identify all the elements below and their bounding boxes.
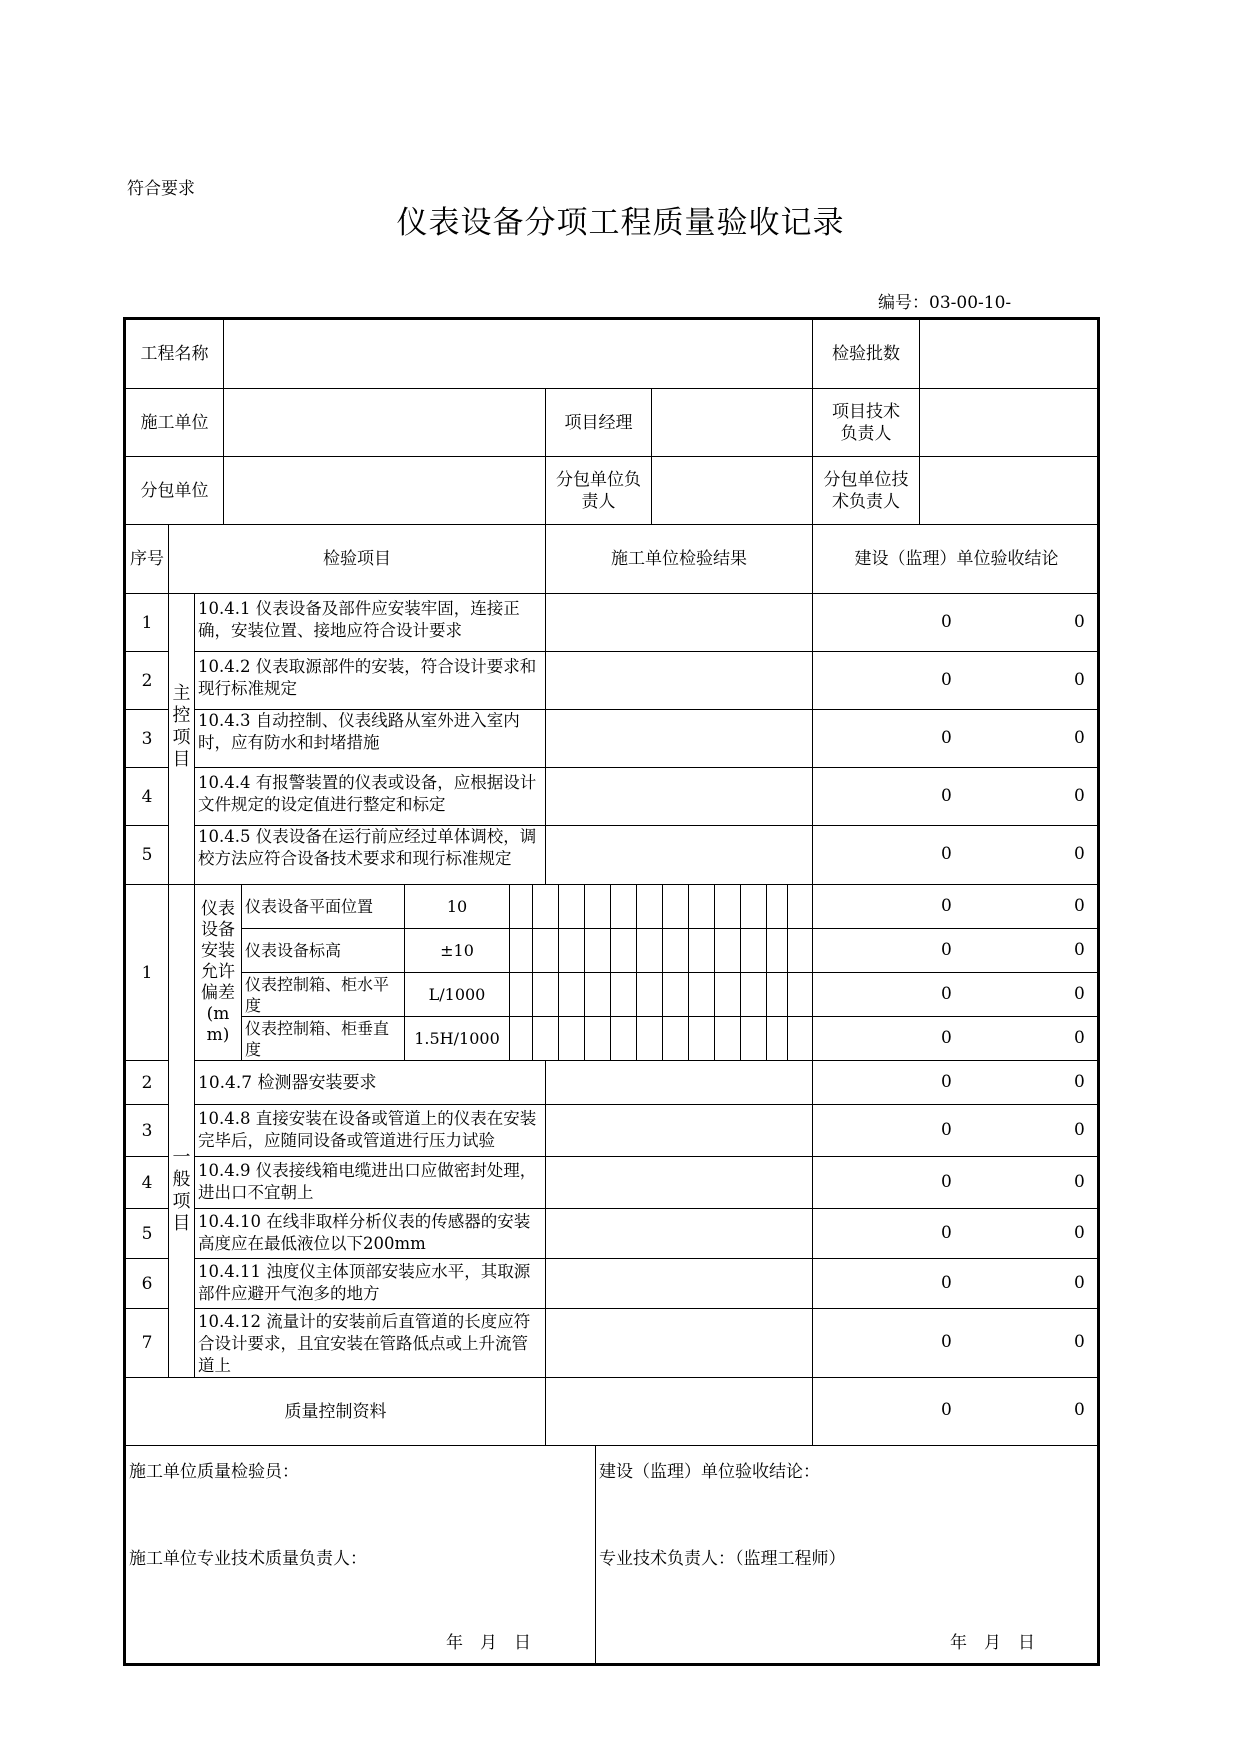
dev-row-4-name: 仪表控制箱、柜垂直度 (242, 1017, 405, 1061)
measure-cell[interactable] (689, 973, 715, 1017)
measure-cell[interactable] (510, 885, 533, 929)
gen-row-5-result[interactable] (546, 1209, 813, 1259)
gen-row-6-item: 10.4.11 浊度仪主体顶部安装应水平，其取源部件应避开气泡多的地方 (195, 1259, 546, 1309)
gen-row-4-conclusion: 0 0 (813, 1157, 1100, 1209)
footer-left-area[interactable] (126, 1446, 596, 1666)
measure-cell[interactable] (663, 973, 689, 1017)
measure-cell[interactable] (510, 1017, 533, 1061)
gen-row-5-no: 5 (126, 1209, 169, 1259)
project-manager-label: 项目经理 (546, 389, 652, 457)
measure-cell[interactable] (689, 929, 715, 973)
measure-cell[interactable] (788, 929, 813, 973)
measure-cell[interactable] (637, 973, 663, 1017)
gen-row-4-no: 4 (126, 1157, 169, 1209)
measure-cell[interactable] (767, 929, 788, 973)
measure-cell[interactable] (715, 973, 741, 1017)
dev-row-1-conclusion: 0 0 (813, 885, 1100, 929)
gen-row-7-conclusion: 0 0 (813, 1309, 1100, 1378)
gen-row-7-item: 10.4.12 流量计的安装前后直管道的长度应符合设计要求，且宜安装在管路低点或上升流管道上 (195, 1309, 546, 1378)
date-right: 年 月 日 (950, 1633, 1035, 1653)
mc-row-5-no: 5 (126, 826, 169, 885)
gen-row-5-conclusion: 0 0 (813, 1209, 1100, 1259)
gen-row-4-result[interactable] (546, 1157, 813, 1209)
measure-cell[interactable] (767, 885, 788, 929)
measure-cell[interactable] (663, 1017, 689, 1061)
measure-cell[interactable] (767, 973, 788, 1017)
gen-row-6-result[interactable] (546, 1259, 813, 1309)
dev-row-3-name: 仪表控制箱、柜水平度 (242, 973, 405, 1017)
subcontractor-field[interactable] (224, 457, 546, 525)
gen-row-3-item: 10.4.8 直接安装在设备或管道上的仪表在安装完毕后，应随同设备或管道进行压力试验 (195, 1105, 546, 1157)
col-item: 检验项目 (169, 525, 546, 594)
measure-cell[interactable] (637, 929, 663, 973)
mc-row-1-item: 10.4.1 仪表设备及部件应安装牢固，连接正确，安装位置、接地应符合设计要求 (195, 594, 546, 652)
measure-cell[interactable] (788, 885, 813, 929)
measure-cell[interactable] (663, 885, 689, 929)
footer-right-area[interactable] (596, 1446, 1100, 1666)
quality-data-result[interactable] (546, 1378, 813, 1446)
mc-row-2-conclusion: 0 0 (813, 652, 1100, 710)
measure-cell[interactable] (533, 929, 559, 973)
measure-cell[interactable] (663, 929, 689, 973)
measure-cell[interactable] (585, 929, 611, 973)
project-name-field[interactable] (224, 320, 813, 389)
gen-row-3-no: 3 (126, 1105, 169, 1157)
date-left: 年 月 日 (446, 1633, 531, 1653)
measure-cell[interactable] (788, 973, 813, 1017)
main-control-label: 主控项目 (169, 594, 195, 885)
sub-tech-field[interactable] (920, 457, 1100, 525)
dev-group-label: 仪表设备安装允许偏差(mm) (195, 885, 242, 1061)
mc-row-5-result[interactable] (546, 826, 813, 885)
gen-row-4-item: 10.4.9 仪表接线箱电缆进出口应做密封处理，进出口不宜朝上 (195, 1157, 546, 1209)
constructor-field[interactable] (224, 389, 546, 457)
sub-lead-label: 分包单位负责人 (546, 457, 652, 525)
supervisor-tech-label: 专业技术负责人：（监理工程师） (599, 1549, 846, 1569)
general-items-label: 一般项目 (169, 885, 195, 1378)
measure-cell[interactable] (510, 929, 533, 973)
gen-row-5-item: 10.4.10 在线非取样分析仪表的传感器的安装高度应在最低液位以下200mm (195, 1209, 546, 1259)
measure-cell[interactable] (611, 973, 637, 1017)
mc-row-2-result[interactable] (546, 652, 813, 710)
gen-row-2-result[interactable] (546, 1061, 813, 1105)
measure-cell[interactable] (637, 885, 663, 929)
gen-row-7-result[interactable] (546, 1309, 813, 1378)
dev-no: 1 (126, 885, 169, 1061)
mc-row-4-conclusion: 0 0 (813, 768, 1100, 826)
measure-cell[interactable] (788, 1017, 813, 1061)
mc-row-4-item: 10.4.4 有报警装置的仪表或设备，应根据设计文件规定的设定值进行整定和标定 (195, 768, 546, 826)
measure-cell[interactable] (559, 973, 585, 1017)
tech-lead-field[interactable] (920, 389, 1100, 457)
mc-row-1-conclusion: 0 0 (813, 594, 1100, 652)
measure-cell[interactable] (533, 973, 559, 1017)
measure-cell[interactable] (559, 1017, 585, 1061)
mc-row-3-no: 3 (126, 710, 169, 768)
measure-cell[interactable] (689, 885, 715, 929)
sub-lead-field[interactable] (652, 457, 813, 525)
gen-row-3-result[interactable] (546, 1105, 813, 1157)
sub-tech-label: 分包单位技术负责人 (813, 457, 920, 525)
dev-row-1-tol: 10 (405, 885, 510, 929)
dev-row-1-name: 仪表设备平面位置 (242, 885, 405, 929)
quality-data-conclusion: 0 0 (813, 1378, 1100, 1446)
mc-row-4-result[interactable] (546, 768, 813, 826)
col-seq: 序号 (126, 525, 169, 594)
project-manager-field[interactable] (652, 389, 813, 457)
measure-cell[interactable] (741, 929, 767, 973)
deviation-measurement-grid[interactable] (510, 885, 813, 1061)
measure-cell[interactable] (715, 929, 741, 973)
measure-cell[interactable] (585, 1017, 611, 1061)
measure-cell[interactable] (715, 1017, 741, 1061)
gen-row-3-conclusion: 0 0 (813, 1105, 1100, 1157)
measure-cell[interactable] (585, 973, 611, 1017)
gen-row-2-no: 2 (126, 1061, 169, 1105)
mc-row-3-conclusion: 0 0 (813, 710, 1100, 768)
tech-manager-label: 施工单位专业技术质量负责人： (129, 1549, 367, 1569)
measure-cell[interactable] (611, 1017, 637, 1061)
mc-row-3-result[interactable] (546, 710, 813, 768)
project-name-label: 工程名称 (126, 320, 224, 389)
measure-cell[interactable] (741, 885, 767, 929)
dev-row-2-conclusion: 0 0 (813, 929, 1100, 973)
inspector-label: 施工单位质量检验员： (129, 1462, 299, 1482)
mc-row-2-item: 10.4.2 仪表取源部件的安装，符合设计要求和现行标准规定 (195, 652, 546, 710)
gen-row-6-no: 6 (126, 1259, 169, 1309)
measure-cell[interactable] (637, 1017, 663, 1061)
document-number: 编号：03-00-10- (878, 293, 1012, 313)
batch-count-field[interactable] (920, 320, 1100, 389)
gen-row-6-conclusion: 0 0 (813, 1259, 1100, 1309)
measure-cell[interactable] (533, 885, 559, 929)
gen-row-2-item: 10.4.7 检测器安装要求 (195, 1061, 546, 1105)
dev-row-4-tol: 1.5H/1000 (405, 1017, 510, 1061)
batch-count-label: 检验批数 (813, 320, 920, 389)
quality-data-label: 质量控制资料 (126, 1378, 546, 1446)
subcontractor-label: 分包单位 (126, 457, 224, 525)
mc-row-1-result[interactable] (546, 594, 813, 652)
measure-cell[interactable] (611, 929, 637, 973)
mc-row-3-item: 10.4.3 自动控制、仪表线路从室外进入室内时，应有防水和封堵措施 (195, 710, 546, 768)
measure-cell[interactable] (741, 973, 767, 1017)
page-title: 仪表设备分项工程质量验收记录 (396, 205, 845, 241)
supervisor-conclusion-label: 建设（监理）单位验收结论： (599, 1462, 820, 1482)
dev-row-2-name: 仪表设备标高 (242, 929, 405, 973)
constructor-label: 施工单位 (126, 389, 224, 457)
mc-row-5-item: 10.4.5 仪表设备在运行前应经过单体调校，调校方法应符合设备技术要求和现行标准规定 (195, 826, 546, 885)
gen-row-2-conclusion: 0 0 (813, 1061, 1100, 1105)
measure-cell[interactable] (611, 885, 637, 929)
top-note: 符合要求 (127, 179, 195, 199)
measure-cell[interactable] (767, 1017, 788, 1061)
dev-row-3-conclusion: 0 0 (813, 973, 1100, 1017)
measure-cell[interactable] (715, 885, 741, 929)
mc-row-4-no: 4 (126, 768, 169, 826)
col-result: 施工单位检验结果 (546, 525, 813, 594)
measure-cell[interactable] (585, 885, 611, 929)
mc-row-5-conclusion: 0 0 (813, 826, 1100, 885)
dev-row-3-tol: L/1000 (405, 973, 510, 1017)
dev-row-4-conclusion: 0 0 (813, 1017, 1100, 1061)
tech-lead-label: 项目技术负责人 (813, 389, 920, 457)
dev-row-2-tol: ±10 (405, 929, 510, 973)
measure-cell[interactable] (533, 1017, 559, 1061)
gen-row-7-no: 7 (126, 1309, 169, 1378)
measure-cell[interactable] (559, 885, 585, 929)
measure-cell[interactable] (689, 1017, 715, 1061)
inspection-form (123, 317, 1100, 1666)
mc-row-1-no: 1 (126, 594, 169, 652)
measure-cell[interactable] (510, 973, 533, 1017)
col-conclusion: 建设（监理）单位验收结论 (813, 525, 1100, 594)
mc-row-2-no: 2 (126, 652, 169, 710)
measure-cell[interactable] (741, 1017, 767, 1061)
measure-cell[interactable] (559, 929, 585, 973)
